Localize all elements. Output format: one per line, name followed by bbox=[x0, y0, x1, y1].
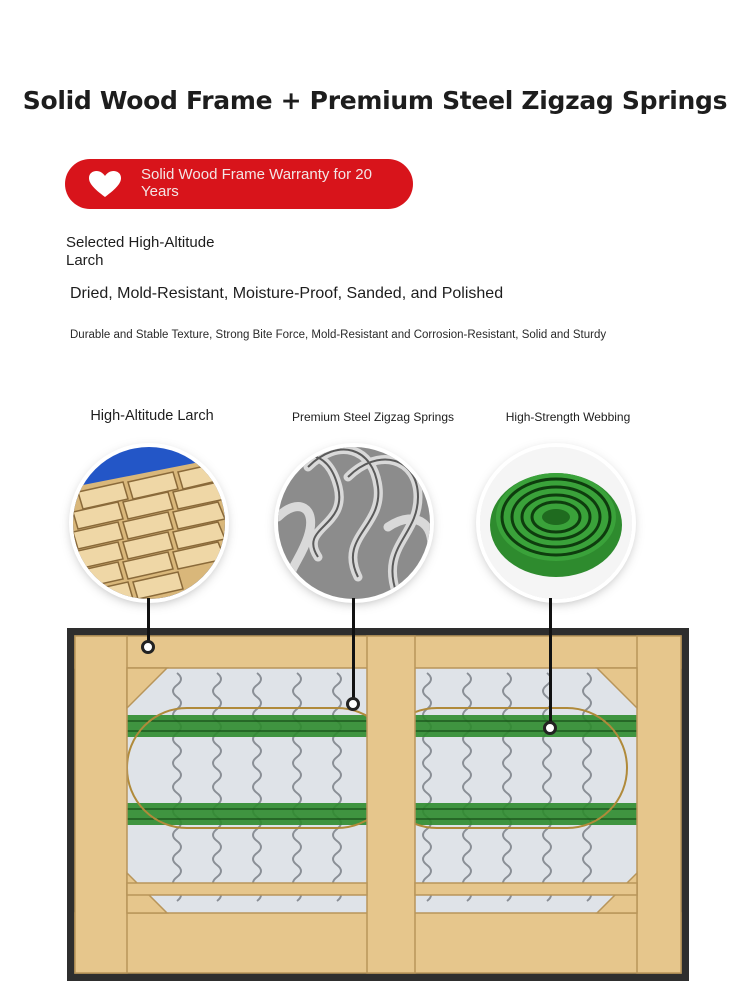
pointer-dot-webbing bbox=[543, 721, 557, 735]
heart-icon bbox=[87, 169, 123, 199]
springs-photo bbox=[278, 447, 430, 599]
pointer-dot-springs bbox=[346, 697, 360, 711]
pointer-line-larch bbox=[147, 598, 150, 646]
headline: Selected High-Altitude Larch bbox=[66, 234, 215, 269]
feature-label-larch: High-Altitude Larch bbox=[90, 408, 214, 424]
pointer-line-springs bbox=[352, 598, 355, 704]
webbing-photo bbox=[480, 447, 632, 599]
description: Durable and Stable Texture, Strong Bite Force, Mold-Resistant and Corrosion-Resistant, Solid and Sturdy bbox=[70, 329, 607, 341]
pointer-line-webbing bbox=[549, 598, 552, 728]
feature-label-webbing: High-Strength Webbing bbox=[505, 410, 631, 424]
sofa-frame-photo bbox=[67, 628, 689, 981]
warranty-text: Solid Wood Frame Warranty for 20 Years bbox=[141, 166, 372, 200]
page-title: Solid Wood Frame + Premium Steel Zigzag Springs bbox=[22, 86, 728, 115]
subhead: Dried, Mold-Resistant, Moisture-Proof, Sanded, and Polished bbox=[70, 285, 504, 302]
warranty-badge bbox=[65, 159, 413, 209]
pointer-dot-larch bbox=[141, 640, 155, 654]
feature-label-springs: Premium Steel Zigzag Springs bbox=[291, 410, 455, 424]
larch-photo bbox=[73, 447, 225, 599]
